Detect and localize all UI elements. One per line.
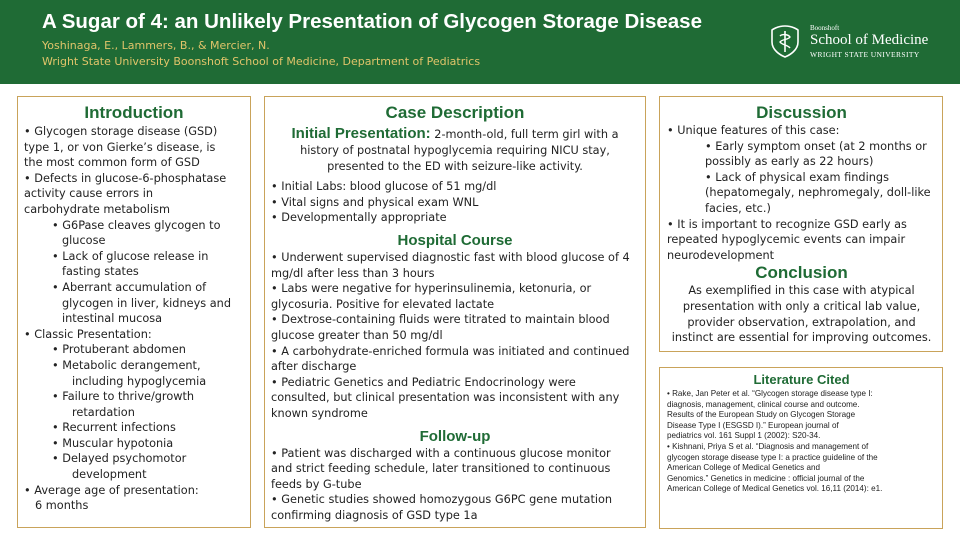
hospital-line: • Underwent supervised diagnostic fast with blood glucose of 4 — [271, 250, 630, 264]
hospital-line: after discharge — [271, 360, 357, 374]
intro-line: glycogen in liver, kidneys and — [62, 296, 231, 310]
intro-line: fasting states — [62, 265, 139, 279]
intro-line: • Recurrent infections — [52, 421, 176, 435]
hospital-line: consulted, but clinical presentation was inconsistent with any — [271, 391, 620, 405]
hospital-course-heading: Hospital Course — [397, 231, 513, 249]
literature-heading: Literature Cited — [753, 372, 850, 387]
hospital-line: known syndrome — [271, 406, 368, 420]
follow-up-heading: Follow-up — [419, 427, 491, 445]
intro-line: type 1, or von Gierke’s disease, is — [24, 140, 216, 154]
hospital-line: • A carbohydrate-enriched formula was initiated and continued — [271, 344, 630, 358]
initial-text: presented to the ED with seizure-like activity. — [327, 159, 583, 173]
poster-header — [0, 0, 960, 84]
discussion-line: • Lack of physical exam findings — [705, 170, 889, 184]
intro-line: • Muscular hypotonia — [52, 436, 174, 450]
followup-line: confirming diagnosis of GSD type 1a — [271, 508, 478, 522]
reference-line: Results of the European Study on Glycogen Storage — [667, 410, 856, 420]
case-description-heading: Case Description — [385, 103, 525, 122]
intro-line: • Classic Presentation: — [24, 327, 152, 341]
intro-line: • Protuberant abdomen — [52, 343, 186, 357]
intro-line: • G6Pase cleaves glycogen to — [52, 218, 221, 232]
intro-line: development — [72, 468, 147, 482]
reference-line: glycogen storage disease type I: a practice guideline of the — [667, 452, 878, 462]
introduction-heading: Introduction — [84, 103, 184, 122]
hospital-line: glucose greater than 50 mg/dl — [271, 328, 443, 342]
hospital-line: glycosuria. Positive for elevated lactate — [271, 297, 495, 311]
case-description-panel — [264, 96, 646, 528]
affiliation: Wright State University Boonshoft School of Medicine, Department of Pediatrics — [42, 55, 481, 68]
discussion-line: • It is important to recognize GSD early as — [667, 217, 907, 231]
initial-bullet: • Developmentally appropriate — [271, 211, 447, 225]
discussion-line: • Unique features of this case: — [667, 124, 840, 137]
logo-line-1: Boonshoft — [810, 24, 840, 32]
intro-line: • Average age of presentation: — [24, 483, 199, 497]
initial-text: history of postnatal hypoglycemia requiring NICU stay, — [300, 144, 610, 157]
hospital-line: • Dextrose-containing fluids were titrated to maintain blood — [271, 313, 610, 327]
authors: Yoshinaga, E., Lammers, B., & Mercier, N. — [42, 39, 270, 52]
conclusion-line: presentation with only a critical lab value, — [682, 299, 921, 313]
initial-text: 2-month-old, full term girl with a — [434, 128, 619, 141]
intro-line: • Metabolic derangement, — [52, 358, 201, 372]
conclusion-line: instinct are essential for improving outcomes. — [671, 331, 932, 345]
discussion-line: facies, etc.) — [705, 201, 771, 215]
intro-line: • Defects in glucose-6-phosphatase — [24, 171, 227, 185]
intro-line: 6 months — [35, 499, 89, 513]
intro-line: • Failure to thrive/growth — [52, 390, 195, 404]
initial-presentation — [271, 125, 639, 174]
intro-line: intestinal mucosa — [62, 312, 163, 326]
hospital-line: mg/dl after less than 3 hours — [271, 266, 435, 280]
literature-panel — [659, 367, 943, 529]
intro-line: carbohydrate metabolism — [24, 202, 170, 216]
reference-line: Disease Type I (ESGSD I).” European journal of — [667, 420, 839, 430]
followup-line: feeds by G-tube — [271, 477, 362, 491]
reference-line: pediatrics vol. 161 Suppl 1 (2002): S20-34. — [667, 431, 821, 441]
followup-line: and strict feeding schedule, later transitioned to continuous — [271, 462, 611, 476]
conclusion-line: As exemplified in this case with atypical — [688, 284, 915, 298]
intro-line: the most common form of GSD — [24, 156, 200, 170]
logo-line-2: School of Medicine — [810, 32, 929, 48]
discussion-panel — [659, 96, 943, 352]
intro-line: • Aberrant accumulation of — [52, 280, 207, 294]
conclusion-line: provider observation, extrapolation, and — [687, 315, 916, 329]
initial-bullet: • Vital signs and physical exam WNL — [271, 195, 479, 209]
intro-line: glucose — [62, 234, 106, 248]
initial-presentation-label: Initial Presentation: — [291, 125, 431, 142]
initial-bullet: • Initial Labs: blood glucose of 51 mg/dl — [271, 180, 497, 194]
intro-line: • Delayed psychomotor — [52, 452, 187, 466]
intro-line: including hypoglycemia — [72, 374, 207, 388]
followup-line: • Genetic studies showed homozygous G6PC gene mutation — [271, 493, 613, 507]
logo-line-3: WRIGHT STATE UNIVERSITY — [810, 50, 920, 59]
discussion-heading: Discussion — [756, 103, 847, 122]
reference-line: American College of Medical Genetics and — [667, 463, 820, 473]
reference-line: American College of Medical Genetics vol. 16,11 (2014): e1. — [667, 484, 883, 494]
reference-line: Genomics.” Genetics in medicine : official journal of the — [667, 473, 865, 483]
crest-icon — [768, 24, 802, 58]
intro-line: • Glycogen storage disease (GSD) — [24, 125, 218, 138]
introduction-panel — [17, 96, 251, 528]
hospital-line: • Labs were negative for hyperinsulinemia, ketonuria, or — [271, 282, 592, 296]
followup-line: • Patient was discharged with a continuous glucose monitor — [271, 446, 611, 460]
conclusion-heading: Conclusion — [755, 263, 848, 283]
intro-line: retardation — [72, 405, 135, 419]
intro-line: activity cause errors in — [24, 187, 154, 201]
reference-line: diagnosis, management, clinical course and outcome. — [667, 399, 860, 409]
poster-title: A Sugar of 4: an Unlikely Presentation of Glycogen Storage Disease — [42, 10, 702, 33]
discussion-line: neurodevelopment — [667, 248, 775, 262]
discussion-line: • Early symptom onset (at 2 months or — [705, 139, 927, 153]
discussion-line: (hepatomegaly, nephromegaly, doll-like — [705, 186, 931, 200]
reference-line: • Kishnani, Priya S et al. “Diagnosis and management of — [667, 441, 869, 451]
discussion-line: repeated hypoglycemic events can impair — [667, 233, 906, 247]
school-logo — [768, 22, 940, 62]
hospital-line: • Pediatric Genetics and Pediatric Endocrinology were — [271, 375, 576, 389]
discussion-line: possibly as early as 22 hours) — [705, 155, 874, 169]
intro-line: • Lack of glucose release in — [52, 249, 209, 263]
reference-line: • Rake, Jan Peter et al. “Glycogen storage disease type I: — [667, 389, 873, 398]
